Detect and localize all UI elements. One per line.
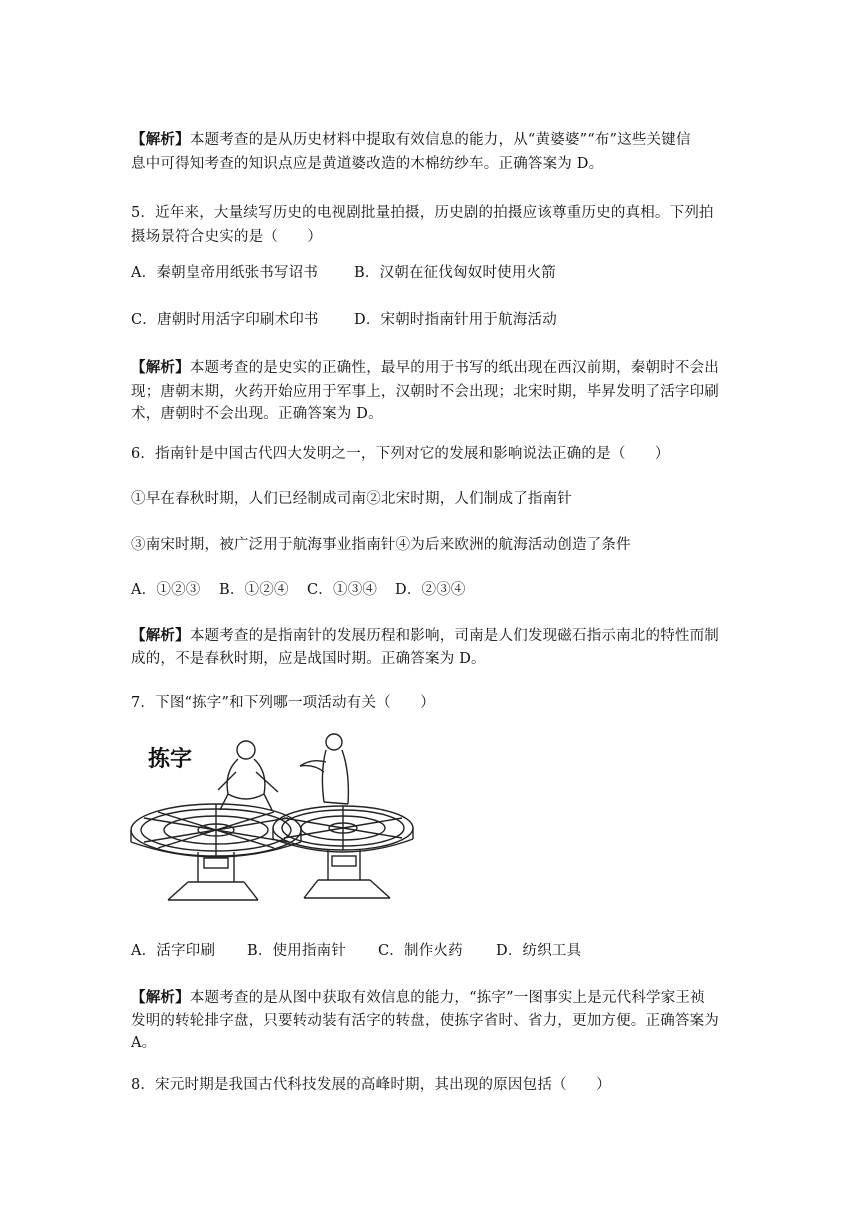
q5-analysis-line-2: 现；唐朝末期，火药开始应用于军事上，汉朝时不会出现；北宋时期，毕昇发明了活字印刷 — [131, 384, 719, 400]
q7-option-a: A．活字印刷 — [131, 943, 216, 959]
q6-option-d: D．②③④ — [395, 582, 466, 598]
q6-analysis-tag: 【解析】 — [131, 627, 190, 644]
q6-option-b: B．①②④ — [219, 582, 289, 598]
q7-analysis-line-2: 发明的转轮排字盘，只要转动装有活字的转盘，使拣字省时、省力，更加方便。正确答案为 — [131, 1013, 719, 1029]
q6-analysis-line-2: 成的，不是春秋时期，应是战国时期。正确答案为 D。 — [131, 651, 486, 667]
q6-statement-1: ①早在春秋时期，人们已经制成司南②北宋时期，人们制成了指南针 — [131, 491, 572, 507]
q7-option-d: D．纺织工具 — [496, 943, 582, 959]
q5-analysis-tag: 【解析】 — [131, 359, 190, 376]
q6-option-c: C．①③④ — [307, 582, 378, 598]
q5-options-row-2 — [131, 310, 557, 330]
q5-option-d: D．宋朝时指南针用于航海活动 — [354, 312, 557, 328]
q5-option-b: B．汉朝在征伐匈奴时使用火箭 — [354, 265, 556, 281]
q7-analysis-line-1: 【解析】本题考查的是从图中获取有效信息的能力，“拣字”一图事实上是元代科学家王祯 — [131, 989, 705, 1006]
q6-stem: 6．指南针是中国古代四大发明之一，下列对它的发展和影响说法正确的是（ ） — [131, 446, 670, 462]
figure-caption: 拣字 — [148, 746, 193, 771]
q5-option-c: C．唐朝时用活字印刷术印书 — [131, 312, 319, 328]
q7-analysis-line-3: A。 — [131, 1035, 157, 1051]
q5-stem-line-1: 5．近年来，大量续写历史的电视剧批量拍摄，历史剧的拍摄应该尊重历史的真相。下列拍 — [131, 205, 714, 221]
q7-stem: 7．下图“拣字”和下列哪一项活动有关（ ） — [131, 695, 435, 711]
q5-option-a: A．秦朝皇帝用纸张书写诏书 — [131, 265, 319, 281]
q6-statement-2: ③南宋时期，被广泛用于航海事业指南针④为后来欧洲的航海活动创造了条件 — [131, 537, 631, 553]
q6-option-a: A．①②③ — [131, 582, 201, 598]
q4-analysis-tag: 【解析】 — [131, 131, 190, 148]
q8-stem: 8．宋元时期是我国古代科技发展的高峰时期，其出现的原因包括（ ） — [131, 1077, 611, 1093]
type-picking-wheel-illustration — [128, 732, 418, 912]
q5-analysis-line-3: 术，唐朝时不会出现。正确答案为 D。 — [131, 406, 383, 422]
q4-analysis-line-1: 【解析】本题考查的是从历史材料中提取有效信息的能力，从“黄婆婆”“布”这些关键信 — [131, 131, 691, 148]
q5-stem-line-2: 摄场景符合史实的是（ ） — [131, 229, 323, 245]
q7-option-c: C．制作火药 — [378, 943, 463, 959]
q5-options-row-1 — [131, 263, 556, 283]
q4-analysis-line-2: 息中可得知考查的知识点应是黄道婆改造的木棉纺纱车。正确答案为 D。 — [131, 156, 604, 172]
q7-options-row — [131, 941, 581, 961]
q7-option-b: B．使用指南针 — [247, 943, 347, 959]
q6-options-row — [131, 580, 466, 600]
q5-analysis-line-1: 【解析】本题考查的是史实的正确性，最早的用于书写的纸出现在西汉前期，秦朝时不会出 — [131, 359, 720, 376]
q7-analysis-tag: 【解析】 — [131, 989, 190, 1006]
q6-analysis-line-1: 【解析】本题考查的是指南针的发展历程和影响，司南是人们发现磁石指示南北的特性而制 — [131, 627, 720, 644]
